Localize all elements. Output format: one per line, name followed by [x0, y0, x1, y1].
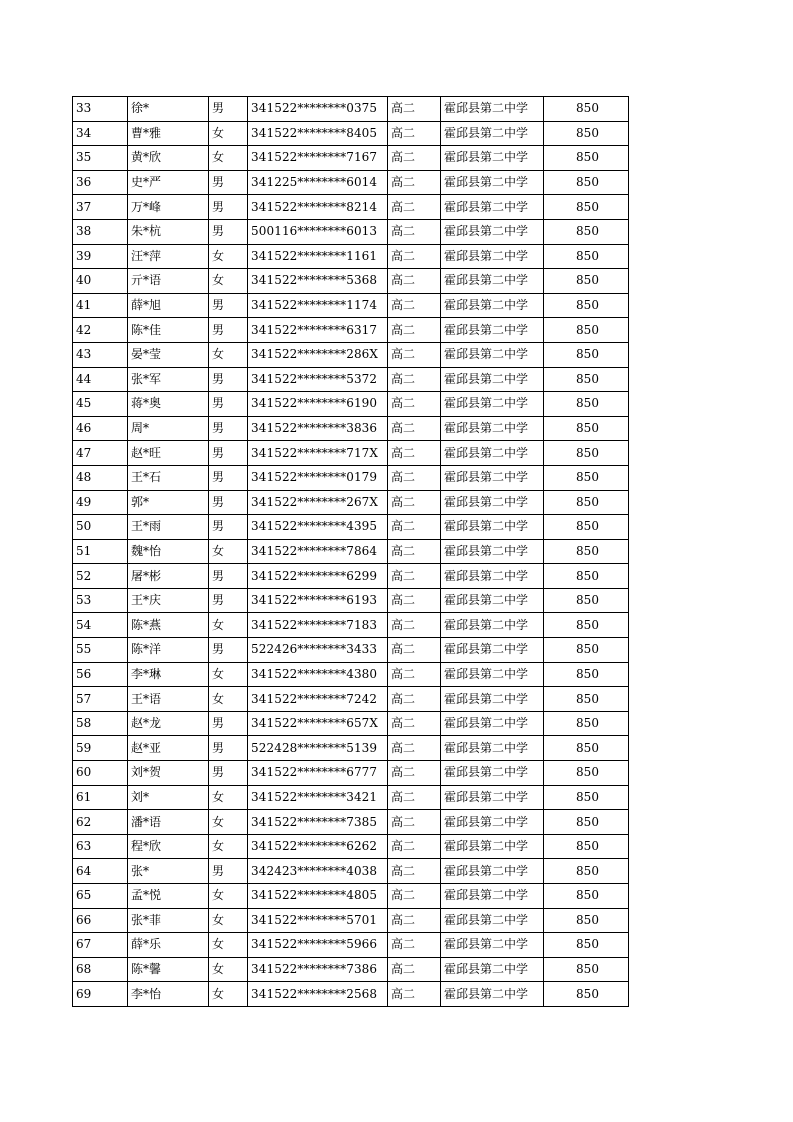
row-number-cell: 45 — [73, 392, 128, 417]
grade-cell: 高二 — [388, 195, 441, 220]
school-cell: 霍邱县第二中学 — [441, 490, 544, 515]
gender-cell: 男 — [209, 638, 248, 663]
student-name-cell: 孟*悦 — [128, 884, 209, 909]
table-row — [73, 687, 629, 712]
school-cell: 霍邱县第二中学 — [441, 884, 544, 909]
table-row — [73, 613, 629, 638]
amount-cell: 850 — [544, 982, 629, 1007]
gender-cell: 男 — [209, 293, 248, 318]
grade-cell: 高二 — [388, 539, 441, 564]
id-number-cell: 522426********3433 — [248, 638, 388, 663]
student-name-cell: 晏*莹 — [128, 342, 209, 367]
amount-cell: 850 — [544, 219, 629, 244]
row-number-cell: 39 — [73, 244, 128, 269]
school-cell: 霍邱县第二中学 — [441, 195, 544, 220]
student-name-cell: 潘*语 — [128, 810, 209, 835]
grade-cell: 高二 — [388, 441, 441, 466]
gender-cell: 男 — [209, 564, 248, 589]
id-number-cell: 341522********7242 — [248, 687, 388, 712]
row-number-cell: 68 — [73, 957, 128, 982]
grade-cell: 高二 — [388, 785, 441, 810]
id-number-cell: 341522********6193 — [248, 588, 388, 613]
grade-cell: 高二 — [388, 392, 441, 417]
id-number-cell: 341522********267X — [248, 490, 388, 515]
amount-cell: 850 — [544, 392, 629, 417]
amount-cell: 850 — [544, 687, 629, 712]
grade-cell: 高二 — [388, 834, 441, 859]
grade-cell: 高二 — [388, 515, 441, 540]
grade-cell: 高二 — [388, 908, 441, 933]
amount-cell: 850 — [544, 736, 629, 761]
row-number-cell: 37 — [73, 195, 128, 220]
student-name-cell: 刘*贺 — [128, 761, 209, 786]
row-number-cell: 51 — [73, 539, 128, 564]
school-cell: 霍邱县第二中学 — [441, 367, 544, 392]
school-cell: 霍邱县第二中学 — [441, 662, 544, 687]
student-name-cell: 蒋*奥 — [128, 392, 209, 417]
school-cell: 霍邱县第二中学 — [441, 318, 544, 343]
amount-cell: 850 — [544, 588, 629, 613]
id-number-cell: 341522********7386 — [248, 957, 388, 982]
grade-cell: 高二 — [388, 613, 441, 638]
id-number-cell: 341522********5368 — [248, 269, 388, 294]
row-number-cell: 44 — [73, 367, 128, 392]
table-row — [73, 490, 629, 515]
student-name-cell: 王*雨 — [128, 515, 209, 540]
table-row — [73, 711, 629, 736]
gender-cell: 女 — [209, 933, 248, 958]
row-number-cell: 69 — [73, 982, 128, 1007]
row-number-cell: 57 — [73, 687, 128, 712]
table-row — [73, 539, 629, 564]
id-number-cell: 341522********3421 — [248, 785, 388, 810]
row-number-cell: 47 — [73, 441, 128, 466]
amount-cell: 850 — [544, 465, 629, 490]
id-number-cell: 341522********4395 — [248, 515, 388, 540]
gender-cell: 男 — [209, 761, 248, 786]
id-number-cell: 341522********6317 — [248, 318, 388, 343]
gender-cell: 女 — [209, 244, 248, 269]
grade-cell: 高二 — [388, 933, 441, 958]
school-cell: 霍邱县第二中学 — [441, 539, 544, 564]
id-number-cell: 341522********0179 — [248, 465, 388, 490]
student-name-cell: 赵*亚 — [128, 736, 209, 761]
school-cell: 霍邱县第二中学 — [441, 834, 544, 859]
row-number-cell: 60 — [73, 761, 128, 786]
roster-body — [73, 97, 629, 1007]
student-name-cell: 陈*燕 — [128, 613, 209, 638]
row-number-cell: 67 — [73, 933, 128, 958]
school-cell: 霍邱县第二中学 — [441, 687, 544, 712]
amount-cell: 850 — [544, 269, 629, 294]
row-number-cell: 50 — [73, 515, 128, 540]
amount-cell: 850 — [544, 539, 629, 564]
id-number-cell: 341522********3836 — [248, 416, 388, 441]
table-row — [73, 736, 629, 761]
grade-cell: 高二 — [388, 736, 441, 761]
table-row — [73, 441, 629, 466]
gender-cell: 男 — [209, 465, 248, 490]
amount-cell: 850 — [544, 146, 629, 171]
student-name-cell: 屠*彬 — [128, 564, 209, 589]
grade-cell: 高二 — [388, 293, 441, 318]
school-cell: 霍邱县第二中学 — [441, 244, 544, 269]
row-number-cell: 35 — [73, 146, 128, 171]
grade-cell: 高二 — [388, 982, 441, 1007]
grade-cell: 高二 — [388, 490, 441, 515]
id-number-cell: 341522********0375 — [248, 97, 388, 122]
row-number-cell: 41 — [73, 293, 128, 318]
grade-cell: 高二 — [388, 367, 441, 392]
grade-cell: 高二 — [388, 121, 441, 146]
student-name-cell: 陈*馨 — [128, 957, 209, 982]
student-name-cell: 徐* — [128, 97, 209, 122]
student-name-cell: 张*军 — [128, 367, 209, 392]
school-cell: 霍邱县第二中学 — [441, 933, 544, 958]
gender-cell: 女 — [209, 539, 248, 564]
table-row — [73, 662, 629, 687]
school-cell: 霍邱县第二中学 — [441, 761, 544, 786]
gender-cell: 女 — [209, 834, 248, 859]
school-cell: 霍邱县第二中学 — [441, 982, 544, 1007]
table-row — [73, 564, 629, 589]
amount-cell: 850 — [544, 785, 629, 810]
school-cell: 霍邱县第二中学 — [441, 957, 544, 982]
gender-cell: 女 — [209, 342, 248, 367]
id-number-cell: 341522********6299 — [248, 564, 388, 589]
amount-cell: 850 — [544, 318, 629, 343]
school-cell: 霍邱县第二中学 — [441, 392, 544, 417]
id-number-cell: 341522********7864 — [248, 539, 388, 564]
amount-cell: 850 — [544, 834, 629, 859]
row-number-cell: 66 — [73, 908, 128, 933]
id-number-cell: 341522********7167 — [248, 146, 388, 171]
student-name-cell: 魏*怡 — [128, 539, 209, 564]
table-row — [73, 785, 629, 810]
student-roster-table — [72, 96, 629, 1007]
table-row — [73, 859, 629, 884]
gender-cell: 男 — [209, 318, 248, 343]
amount-cell: 850 — [544, 884, 629, 909]
grade-cell: 高二 — [388, 687, 441, 712]
row-number-cell: 59 — [73, 736, 128, 761]
school-cell: 霍邱县第二中学 — [441, 170, 544, 195]
student-name-cell: 李*怡 — [128, 982, 209, 1007]
grade-cell: 高二 — [388, 219, 441, 244]
amount-cell: 850 — [544, 613, 629, 638]
row-number-cell: 61 — [73, 785, 128, 810]
amount-cell: 850 — [544, 367, 629, 392]
gender-cell: 男 — [209, 195, 248, 220]
row-number-cell: 54 — [73, 613, 128, 638]
school-cell: 霍邱县第二中学 — [441, 859, 544, 884]
student-name-cell: 万*峰 — [128, 195, 209, 220]
grade-cell: 高二 — [388, 342, 441, 367]
table-row — [73, 269, 629, 294]
id-number-cell: 341522********4380 — [248, 662, 388, 687]
student-name-cell: 黄*欣 — [128, 146, 209, 171]
row-number-cell: 64 — [73, 859, 128, 884]
grade-cell: 高二 — [388, 318, 441, 343]
gender-cell: 女 — [209, 810, 248, 835]
id-number-cell: 341522********717X — [248, 441, 388, 466]
amount-cell: 850 — [544, 908, 629, 933]
row-number-cell: 55 — [73, 638, 128, 663]
school-cell: 霍邱县第二中学 — [441, 416, 544, 441]
table-row — [73, 957, 629, 982]
row-number-cell: 62 — [73, 810, 128, 835]
school-cell: 霍邱县第二中学 — [441, 711, 544, 736]
table-row — [73, 170, 629, 195]
gender-cell: 女 — [209, 662, 248, 687]
gender-cell: 女 — [209, 613, 248, 638]
amount-cell: 850 — [544, 490, 629, 515]
student-name-cell: 曹*雅 — [128, 121, 209, 146]
table-row — [73, 465, 629, 490]
student-name-cell: 陈*佳 — [128, 318, 209, 343]
gender-cell: 女 — [209, 146, 248, 171]
id-number-cell: 341522********657X — [248, 711, 388, 736]
student-name-cell: 亓*语 — [128, 269, 209, 294]
row-number-cell: 49 — [73, 490, 128, 515]
student-name-cell: 薛*旭 — [128, 293, 209, 318]
gender-cell: 女 — [209, 121, 248, 146]
row-number-cell: 42 — [73, 318, 128, 343]
id-number-cell: 500116********6013 — [248, 219, 388, 244]
row-number-cell: 48 — [73, 465, 128, 490]
gender-cell: 女 — [209, 785, 248, 810]
school-cell: 霍邱县第二中学 — [441, 588, 544, 613]
student-name-cell: 张* — [128, 859, 209, 884]
table-row — [73, 195, 629, 220]
school-cell: 霍邱县第二中学 — [441, 564, 544, 589]
table-row — [73, 342, 629, 367]
grade-cell: 高二 — [388, 884, 441, 909]
gender-cell: 男 — [209, 392, 248, 417]
table-row — [73, 97, 629, 122]
grade-cell: 高二 — [388, 170, 441, 195]
amount-cell: 850 — [544, 342, 629, 367]
row-number-cell: 38 — [73, 219, 128, 244]
grade-cell: 高二 — [388, 662, 441, 687]
row-number-cell: 52 — [73, 564, 128, 589]
gender-cell: 男 — [209, 859, 248, 884]
id-number-cell: 341522********7385 — [248, 810, 388, 835]
id-number-cell: 341522********8405 — [248, 121, 388, 146]
school-cell: 霍邱县第二中学 — [441, 441, 544, 466]
table-row — [73, 121, 629, 146]
grade-cell: 高二 — [388, 810, 441, 835]
table-row — [73, 146, 629, 171]
school-cell: 霍邱县第二中学 — [441, 465, 544, 490]
id-number-cell: 341522********1174 — [248, 293, 388, 318]
row-number-cell: 63 — [73, 834, 128, 859]
student-name-cell: 王*庆 — [128, 588, 209, 613]
student-name-cell: 郭* — [128, 490, 209, 515]
student-name-cell: 王*语 — [128, 687, 209, 712]
school-cell: 霍邱县第二中学 — [441, 97, 544, 122]
row-number-cell: 65 — [73, 884, 128, 909]
amount-cell: 850 — [544, 293, 629, 318]
grade-cell: 高二 — [388, 761, 441, 786]
amount-cell: 850 — [544, 121, 629, 146]
table-row — [73, 244, 629, 269]
student-name-cell: 程*欣 — [128, 834, 209, 859]
student-name-cell: 薛*乐 — [128, 933, 209, 958]
id-number-cell: 341522********4805 — [248, 884, 388, 909]
student-name-cell: 赵*旺 — [128, 441, 209, 466]
id-number-cell: 522428********5139 — [248, 736, 388, 761]
table-row — [73, 293, 629, 318]
table-row — [73, 884, 629, 909]
gender-cell: 女 — [209, 687, 248, 712]
student-name-cell: 汪*萍 — [128, 244, 209, 269]
table-row — [73, 761, 629, 786]
amount-cell: 850 — [544, 638, 629, 663]
school-cell: 霍邱县第二中学 — [441, 908, 544, 933]
gender-cell: 男 — [209, 219, 248, 244]
grade-cell: 高二 — [388, 588, 441, 613]
table-row — [73, 588, 629, 613]
amount-cell: 850 — [544, 244, 629, 269]
grade-cell: 高二 — [388, 416, 441, 441]
gender-cell: 男 — [209, 736, 248, 761]
grade-cell: 高二 — [388, 957, 441, 982]
table-row — [73, 933, 629, 958]
gender-cell: 男 — [209, 416, 248, 441]
student-name-cell: 赵*龙 — [128, 711, 209, 736]
amount-cell: 850 — [544, 711, 629, 736]
id-number-cell: 341522********2568 — [248, 982, 388, 1007]
school-cell: 霍邱县第二中学 — [441, 293, 544, 318]
table-row — [73, 834, 629, 859]
student-name-cell: 王*石 — [128, 465, 209, 490]
row-number-cell: 36 — [73, 170, 128, 195]
amount-cell: 850 — [544, 416, 629, 441]
amount-cell: 850 — [544, 195, 629, 220]
id-number-cell: 341522********7183 — [248, 613, 388, 638]
gender-cell: 女 — [209, 269, 248, 294]
gender-cell: 男 — [209, 170, 248, 195]
grade-cell: 高二 — [388, 638, 441, 663]
amount-cell: 850 — [544, 170, 629, 195]
row-number-cell: 58 — [73, 711, 128, 736]
row-number-cell: 46 — [73, 416, 128, 441]
grade-cell: 高二 — [388, 269, 441, 294]
grade-cell: 高二 — [388, 711, 441, 736]
table-row — [73, 416, 629, 441]
id-number-cell: 341522********5372 — [248, 367, 388, 392]
student-name-cell: 刘* — [128, 785, 209, 810]
row-number-cell: 34 — [73, 121, 128, 146]
student-name-cell: 陈*洋 — [128, 638, 209, 663]
table-row — [73, 392, 629, 417]
table-row — [73, 810, 629, 835]
school-cell: 霍邱县第二中学 — [441, 613, 544, 638]
gender-cell: 男 — [209, 367, 248, 392]
grade-cell: 高二 — [388, 146, 441, 171]
id-number-cell: 341225********6014 — [248, 170, 388, 195]
amount-cell: 850 — [544, 933, 629, 958]
table-row — [73, 515, 629, 540]
gender-cell: 女 — [209, 908, 248, 933]
id-number-cell: 341522********5701 — [248, 908, 388, 933]
table-row — [73, 982, 629, 1007]
amount-cell: 850 — [544, 810, 629, 835]
id-number-cell: 341522********8214 — [248, 195, 388, 220]
grade-cell: 高二 — [388, 244, 441, 269]
school-cell: 霍邱县第二中学 — [441, 121, 544, 146]
gender-cell: 男 — [209, 711, 248, 736]
student-name-cell: 朱*杭 — [128, 219, 209, 244]
id-number-cell: 341522********6190 — [248, 392, 388, 417]
school-cell: 霍邱县第二中学 — [441, 269, 544, 294]
row-number-cell: 33 — [73, 97, 128, 122]
table-row — [73, 908, 629, 933]
amount-cell: 850 — [544, 441, 629, 466]
amount-cell: 850 — [544, 859, 629, 884]
id-number-cell: 341522********6262 — [248, 834, 388, 859]
id-number-cell: 341522********5966 — [248, 933, 388, 958]
amount-cell: 850 — [544, 662, 629, 687]
table-row — [73, 318, 629, 343]
gender-cell: 男 — [209, 490, 248, 515]
school-cell: 霍邱县第二中学 — [441, 219, 544, 244]
grade-cell: 高二 — [388, 564, 441, 589]
student-name-cell: 李*琳 — [128, 662, 209, 687]
gender-cell: 女 — [209, 982, 248, 1007]
gender-cell: 女 — [209, 884, 248, 909]
student-name-cell: 周* — [128, 416, 209, 441]
school-cell: 霍邱县第二中学 — [441, 515, 544, 540]
grade-cell: 高二 — [388, 97, 441, 122]
gender-cell: 男 — [209, 588, 248, 613]
row-number-cell: 56 — [73, 662, 128, 687]
gender-cell: 女 — [209, 957, 248, 982]
school-cell: 霍邱县第二中学 — [441, 785, 544, 810]
id-number-cell: 341522********286X — [248, 342, 388, 367]
school-cell: 霍邱县第二中学 — [441, 342, 544, 367]
amount-cell: 850 — [544, 957, 629, 982]
table-row — [73, 638, 629, 663]
row-number-cell: 53 — [73, 588, 128, 613]
id-number-cell: 342423********4038 — [248, 859, 388, 884]
student-name-cell: 史*严 — [128, 170, 209, 195]
grade-cell: 高二 — [388, 465, 441, 490]
school-cell: 霍邱县第二中学 — [441, 638, 544, 663]
amount-cell: 850 — [544, 97, 629, 122]
school-cell: 霍邱县第二中学 — [441, 810, 544, 835]
gender-cell: 男 — [209, 515, 248, 540]
table-row — [73, 219, 629, 244]
row-number-cell: 40 — [73, 269, 128, 294]
school-cell: 霍邱县第二中学 — [441, 146, 544, 171]
row-number-cell: 43 — [73, 342, 128, 367]
id-number-cell: 341522********6777 — [248, 761, 388, 786]
table-row — [73, 367, 629, 392]
id-number-cell: 341522********1161 — [248, 244, 388, 269]
amount-cell: 850 — [544, 515, 629, 540]
grade-cell: 高二 — [388, 859, 441, 884]
gender-cell: 男 — [209, 441, 248, 466]
school-cell: 霍邱县第二中学 — [441, 736, 544, 761]
gender-cell: 男 — [209, 97, 248, 122]
amount-cell: 850 — [544, 564, 629, 589]
amount-cell: 850 — [544, 761, 629, 786]
student-name-cell: 张*菲 — [128, 908, 209, 933]
